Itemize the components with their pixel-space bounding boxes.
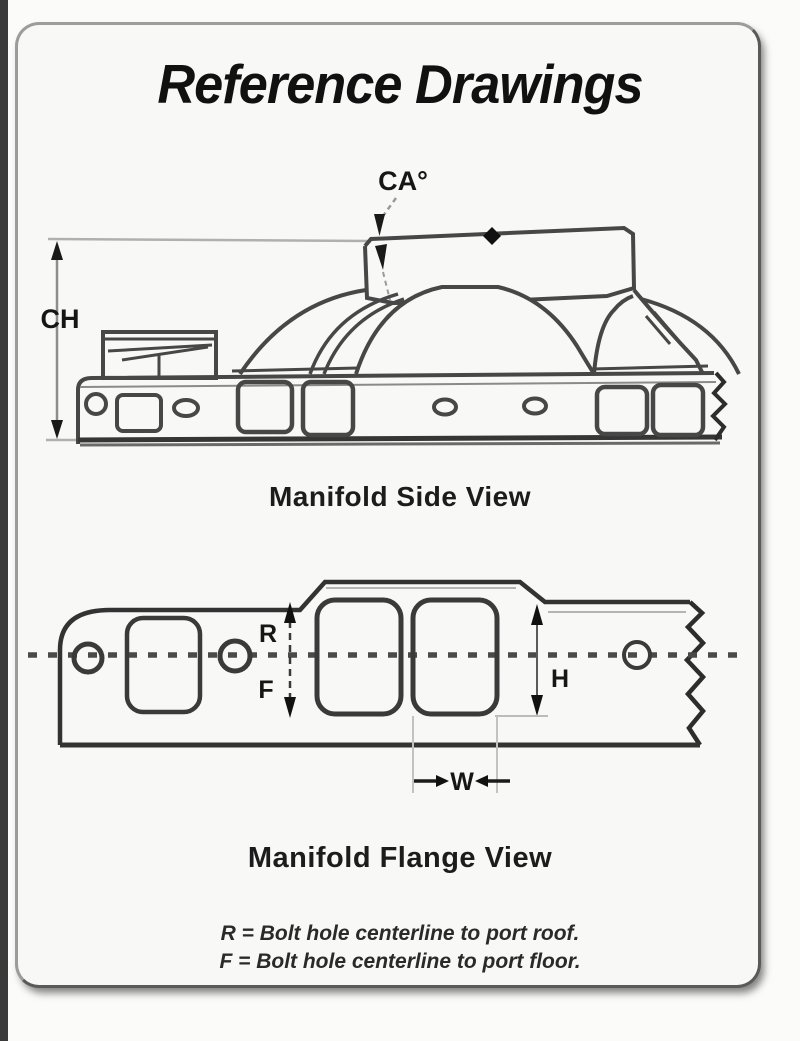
dim-label-h: H <box>550 665 570 693</box>
flange-view-caption: Manifold Flange View <box>247 842 553 874</box>
dim-label-r: R <box>258 620 278 648</box>
flange-view-drawing <box>0 565 800 815</box>
dim-label-f: F <box>258 676 274 704</box>
dim-label-ch: CH <box>40 304 80 334</box>
side-view-caption: Manifold Side View <box>268 481 532 512</box>
dim-label-w: W <box>450 768 474 796</box>
legend-line-f: F = Bolt hole centerline to port floor. <box>219 950 581 973</box>
legend-line-r: R = Bolt hole centerline to port roof. <box>220 922 580 945</box>
page-title: Reference Drawings <box>157 53 643 115</box>
dim-label-ca: CA° <box>378 166 428 196</box>
side-view-drawing <box>0 150 800 490</box>
